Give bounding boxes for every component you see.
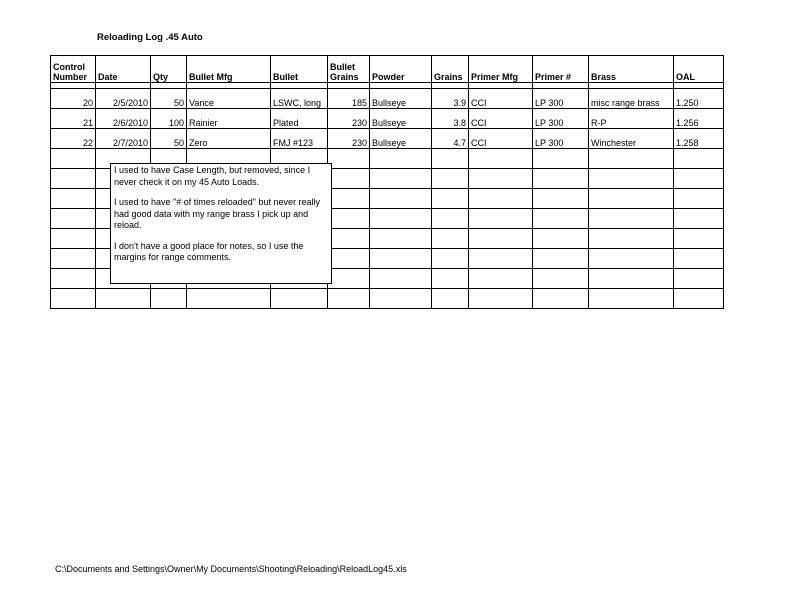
table-cell-bullet: LSWC, long [271, 89, 328, 109]
table-cell [533, 269, 589, 289]
table-cell-powder: Bullseye [370, 129, 432, 149]
table-cell [432, 269, 469, 289]
table-cell-control: 20 [51, 89, 96, 109]
table-cell [187, 289, 271, 309]
table-cell [533, 229, 589, 249]
table-cell [674, 209, 724, 229]
table-cell [533, 149, 589, 169]
table-cell [589, 269, 674, 289]
table-cell [271, 289, 328, 309]
table-cell-bullet-mfg: Zero [187, 129, 271, 149]
table-cell [328, 149, 370, 169]
table-cell-control: 21 [51, 109, 96, 129]
table-cell [589, 229, 674, 249]
file-path-footer: C:\Documents and Settings\Owner\My Documents\Shooting\Reloading\ReloadLog45.xls [55, 564, 407, 574]
table-cell-grains: 3.8 [432, 109, 469, 129]
table-cell [432, 289, 469, 309]
table-cell [432, 189, 469, 209]
table-cell-oal: 1.258 [674, 129, 724, 149]
table-cell [370, 169, 432, 189]
table-cell [589, 209, 674, 229]
table-cell [589, 249, 674, 269]
table-cell-primer-no: LP 300 [533, 89, 589, 109]
table-cell [533, 169, 589, 189]
table-cell [151, 289, 187, 309]
header-cell: Powder [370, 56, 432, 83]
table-cell-bullet-grains: 230 [328, 129, 370, 149]
header-cell: Grains [432, 56, 469, 83]
table-cell [469, 289, 533, 309]
table-cell-primer-mfg: CCI [469, 89, 533, 109]
table-cell-primer-no: LP 300 [533, 129, 589, 149]
table-cell [674, 169, 724, 189]
comment-note [110, 163, 332, 284]
table-cell [589, 289, 674, 309]
table-cell [469, 249, 533, 269]
header-cell: OAL [674, 56, 724, 83]
table-cell-qty: 50 [151, 129, 187, 149]
header-row [51, 56, 724, 83]
table-cell [469, 149, 533, 169]
table-cell [432, 209, 469, 229]
table-cell [51, 269, 96, 289]
table-cell-bullet: FMJ #123 [271, 129, 328, 149]
table-cell [328, 289, 370, 309]
table-cell [589, 169, 674, 189]
table-cell [432, 249, 469, 269]
table-cell [589, 189, 674, 209]
table-cell [589, 149, 674, 169]
table-cell [51, 229, 96, 249]
table-cell [674, 289, 724, 309]
table-cell-date: 2/7/2010 [96, 129, 151, 149]
table-cell [51, 169, 96, 189]
table-row [51, 129, 724, 149]
page-title: Reloading Log .45 Auto [97, 32, 203, 43]
table-cell [51, 249, 96, 269]
table-cell-oal: 1.250 [674, 89, 724, 109]
table-cell-brass: R-P [589, 109, 674, 129]
table-cell-bullet-grains: 230 [328, 109, 370, 129]
empty-row [51, 289, 724, 309]
header-cell: Primer Mfg [469, 56, 533, 83]
table-row [51, 89, 724, 109]
table-cell-control: 22 [51, 129, 96, 149]
header-cell: Date [96, 56, 151, 83]
table-cell [432, 229, 469, 249]
table-cell [674, 149, 724, 169]
table-cell [328, 169, 370, 189]
table-cell-date: 2/5/2010 [96, 89, 151, 109]
table-cell [469, 169, 533, 189]
table-cell [328, 209, 370, 229]
header-cell: Control Number [51, 56, 96, 83]
table-cell-bullet-mfg: Vance [187, 89, 271, 109]
table-cell [370, 229, 432, 249]
table-cell [432, 149, 469, 169]
table-cell [674, 269, 724, 289]
table-cell [51, 209, 96, 229]
table-cell-qty: 100 [151, 109, 187, 129]
table-cell-grains: 3.9 [432, 89, 469, 109]
header-cell: Brass [589, 56, 674, 83]
table-cell [469, 189, 533, 209]
table-cell [469, 209, 533, 229]
table-cell [432, 169, 469, 189]
table-cell [370, 249, 432, 269]
table-cell [674, 229, 724, 249]
table-cell-primer-mfg: CCI [469, 129, 533, 149]
note-paragraph: I don't have a good place for notes, so I use the margins for range comments. [114, 240, 304, 262]
table-cell-brass: misc range brass [589, 89, 674, 109]
table-cell-oal: 1.256 [674, 109, 724, 129]
table-cell-powder: Bullseye [370, 109, 432, 129]
table-cell-bullet-mfg: Rainier [187, 109, 271, 129]
table-cell-bullet: Plated [271, 109, 328, 129]
table-cell-powder: Bullseye [370, 89, 432, 109]
header-cell: Bullet Grains [328, 56, 370, 83]
table-cell [674, 249, 724, 269]
table-cell-primer-no: LP 300 [533, 109, 589, 129]
table-cell-bullet-grains: 185 [328, 89, 370, 109]
table-cell [533, 249, 589, 269]
table-cell [96, 289, 151, 309]
table-cell [328, 249, 370, 269]
table-cell [370, 289, 432, 309]
table-cell-brass: Winchester [589, 129, 674, 149]
table-cell [370, 189, 432, 209]
table-cell [533, 209, 589, 229]
table-cell [370, 209, 432, 229]
note-paragraph: I used to have Case Length, but removed, since I never check it on my 45 Auto Loads. [114, 165, 311, 187]
header-cell: Bullet [271, 56, 328, 83]
table-cell-grains: 4.7 [432, 129, 469, 149]
note-paragraph: I used to have "# of times reloaded" but never really had good data with my range brass I pick up and reload. [114, 197, 321, 230]
table-cell-date: 2/6/2010 [96, 109, 151, 129]
table-cell [328, 189, 370, 209]
table-cell [533, 189, 589, 209]
header-cell: Bullet Mfg [187, 56, 271, 83]
table-cell [370, 149, 432, 169]
table-cell [469, 269, 533, 289]
table-cell-qty: 50 [151, 89, 187, 109]
table-cell [328, 229, 370, 249]
header-cell: Primer # [533, 56, 589, 83]
table-cell [370, 269, 432, 289]
table-cell [51, 189, 96, 209]
table-cell [51, 149, 96, 169]
table-cell [674, 189, 724, 209]
table-cell [533, 289, 589, 309]
header-cell: Qty [151, 56, 187, 83]
table-cell [51, 289, 96, 309]
table-cell-primer-mfg: CCI [469, 109, 533, 129]
table-cell [469, 229, 533, 249]
table-row [51, 109, 724, 129]
table-cell [328, 269, 370, 289]
